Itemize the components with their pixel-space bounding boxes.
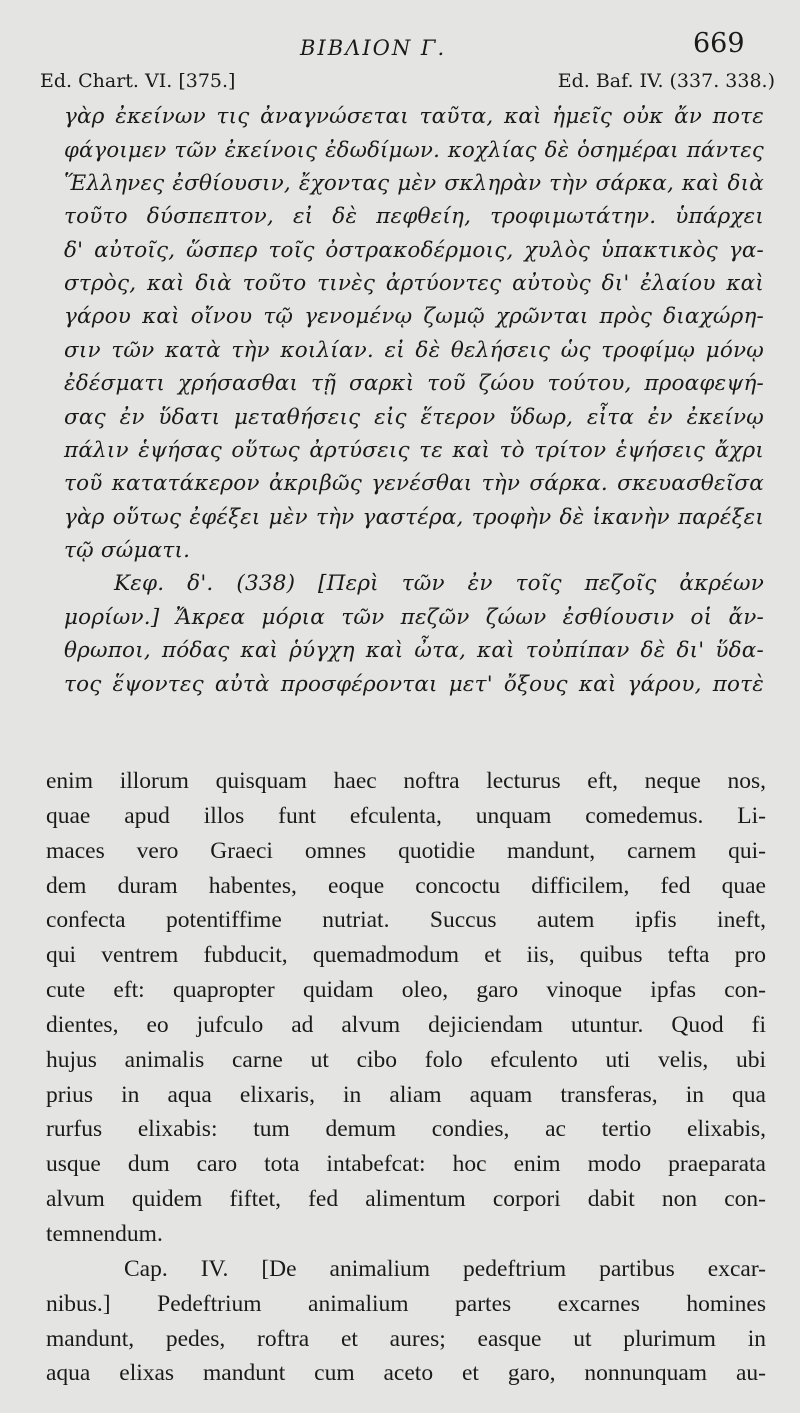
section-divider (64, 748, 764, 749)
greek-text-block (64, 100, 764, 701)
latin-line: nibus.] Pedeftrium animalium partes excarnes homines (46, 1290, 766, 1317)
edition-reference-basel: Ed. Baf. IV. (337. 338.) (557, 70, 775, 92)
greek-line: στρὸς, καὶ διὰ τοῦτο τινὲς ἀρτύοντες αὐτοὺς δι' ἐλαίου καὶ (64, 270, 764, 296)
greek-line: δ' αὐτοῖς, ὥσπερ τοῖς ὀστρακοδέρμοις, χυλὸς ὑπακτικὸς γα- (64, 237, 764, 263)
greek-line: πάλιν ἑψήσας οὕτως ἀρτύσεις τε καὶ τὸ τρίτον ἑψήσεις ἄχρι (64, 437, 764, 463)
greek-line: ἐδέσματι χρήσασθαι τῇ σαρκὶ τοῦ ζώου τούτου, προαφεψή- (64, 371, 764, 397)
latin-text-block (46, 764, 766, 1391)
greek-line: θρωποι, πόδας καὶ ῥύγχη καὶ ὦτα, καὶ τοὐπίπαν δὲ δι' ὕδα- (64, 638, 764, 664)
latin-line: prius in aqua elixaris, in aliam aquam transferas, in qua (46, 1081, 766, 1108)
running-title: BIBΛΙΟΝ Γ. (300, 36, 447, 60)
greek-line: γὰρ ἐκείνων τις ἀναγνώσεται ταῦτα, καὶ ἡμεῖς οὐκ ἄν ποτε (64, 104, 764, 129)
page-number: 669 (693, 28, 745, 59)
latin-line: rurfus elixabis: tum demum condies, ac tertio elixabis, (46, 1116, 766, 1143)
latin-line: confecta potentiffime nutriat. Succus autem ipfis ineft, (46, 907, 766, 934)
latin-line: hujus animalis carne ut cibo folo efculento uti velis, ubi (46, 1046, 766, 1073)
greek-line: σας ἐν ὕδατι μεταθήσεις εἰς ἕτερον ὕδωρ, εἶτα ἐν ἐκείνῳ (64, 404, 764, 430)
greek-line: Ἕλληνες ἐσθίουσιν, ἔχοντας μὲν σκληρὰν τὴν σάρκα, καὶ διὰ (64, 170, 764, 196)
latin-line: temnendum. (46, 1220, 163, 1247)
latin-line: mandunt, pedes, roftra et aures; easque ut plurimum in (46, 1325, 766, 1352)
latin-line: alvum quidem fiftet, fed alimentum corpori dabit non con- (46, 1186, 766, 1213)
greek-line: μορίων.] Ἄκρεα μόρια τῶν πεζῶν ζώων ἐσθίουσιν οἱ ἄν- (64, 604, 764, 630)
latin-line: dem duram habentes, eoque concoctu difficilem, fed quae (46, 872, 766, 899)
edition-references (40, 70, 775, 98)
running-head (0, 28, 800, 68)
greek-chapter-heading: Κεφ. δ'. (338) [Περὶ τῶν ἐν τοῖς πεζοῖς ἀκρέων (114, 571, 764, 597)
latin-line: aqua elixas mandunt cum aceto et garo, nonnunquam au- (46, 1360, 766, 1387)
edition-reference-chartier: Ed. Chart. VI. [375.] (40, 70, 236, 92)
latin-line: cute eft: quapropter quidam oleo, garo vinoque ipfas con- (46, 977, 766, 1004)
greek-line: τῷ σώματι. (64, 538, 191, 564)
greek-line: τοῦτο δύσπεπτον, εἰ δὲ πεφθείη, τροφιμωτάτην. ὑπάρχει (64, 204, 764, 230)
latin-line: maces vero Graeci omnes quotidie mandunt, carnem qui- (46, 837, 766, 864)
greek-line: τος ἕψοντες αὐτὰ προσφέρονται μετ' ὄξους καὶ γάρου, ποτὲ (64, 671, 764, 697)
greek-line: γὰρ οὕτως ἐφέξει μὲν τὴν γαστέρα, τροφὴν δὲ ἱκανὴν παρέξει (64, 504, 764, 530)
latin-line: usque dum caro tota intabefcat: hoc enim modo praeparata (46, 1151, 766, 1178)
greek-line: σιν τῶν κατὰ τὴν κοιλίαν. εἰ δὲ θελήσεις ὡς τροφίμῳ μόνῳ (64, 337, 764, 363)
latin-chapter-heading: Cap. IV. [De animalium pedeftrium partibus excar- (124, 1255, 766, 1282)
greek-line: γάρου καὶ οἴνου τῷ γενομένῳ ζωμῷ χρῶνται πρὸς διαχώρη- (64, 304, 764, 330)
latin-line: enim illorum quisquam haec noftra lecturus eft, neque nos, (46, 768, 766, 794)
latin-line: qui ventrem fubducit, quemadmodum et iis, quibus tefta pro (46, 942, 766, 969)
greek-line: φάγοιμεν τῶν ἐκείνοις ἐδωδίμων. κοχλίας δὲ ὁσημέραι πάντες (64, 137, 764, 163)
latin-line: quae apud illos funt efculenta, unquam comedemus. Li- (46, 802, 766, 829)
latin-line: dientes, eo jufculo ad alvum dejiciendam utuntur. Quod fi (46, 1011, 766, 1038)
greek-line: τοῦ κατατάκερον ἀκριβῶς γενέσθαι τὴν σάρκα. σκευασθεῖσα (64, 471, 764, 497)
